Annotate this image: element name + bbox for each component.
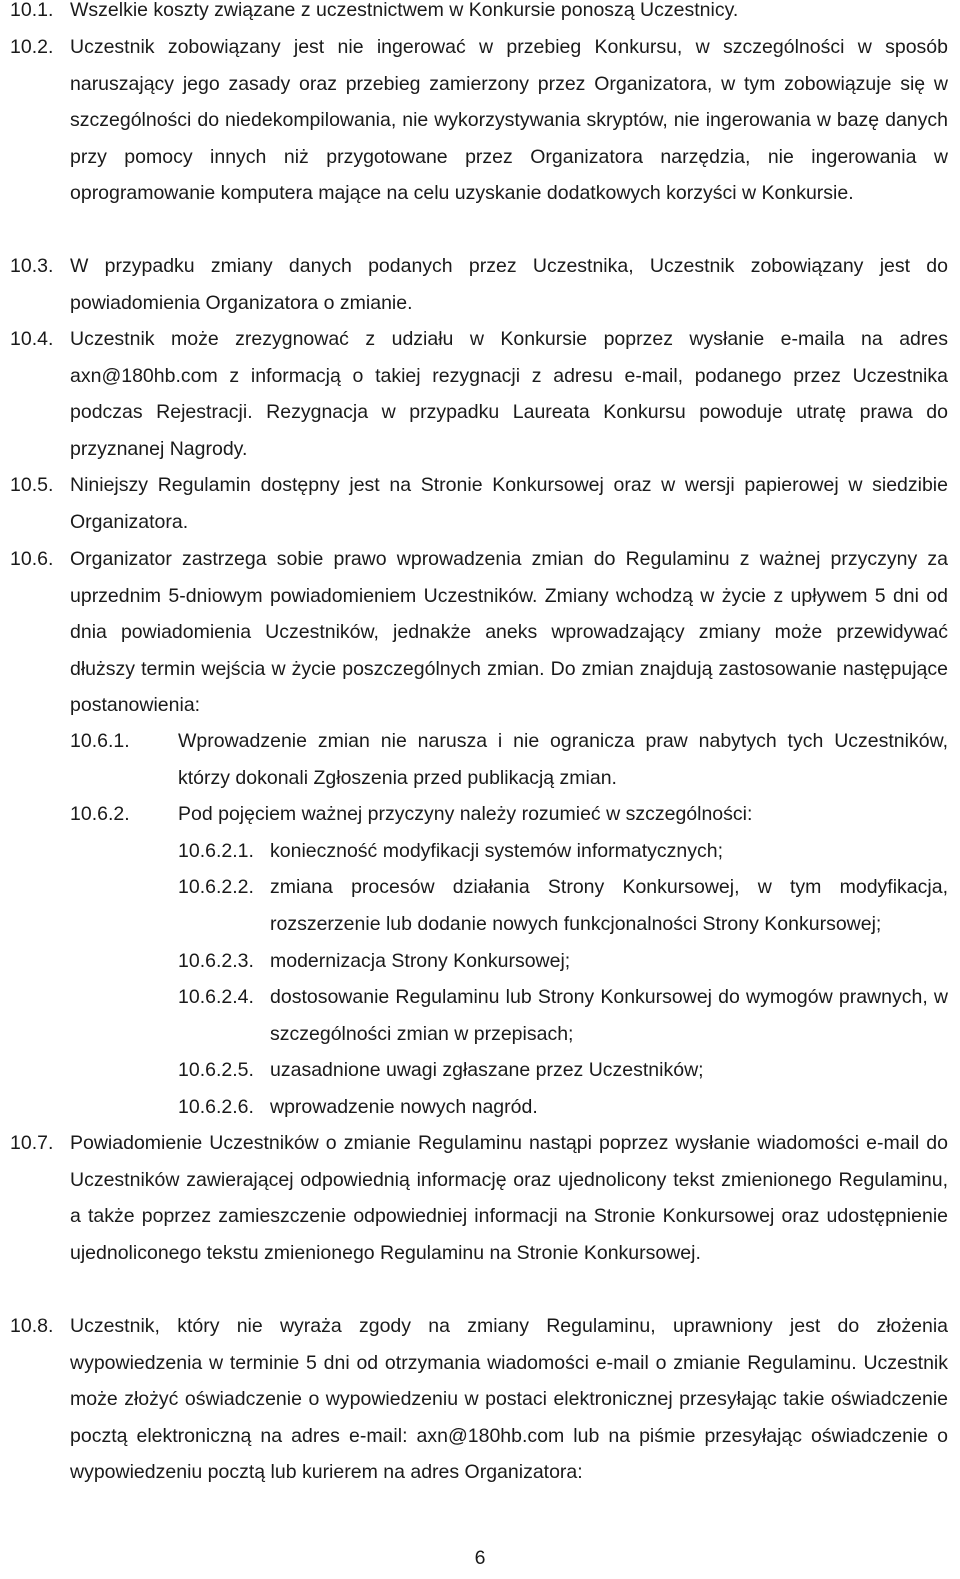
clause-number: 10.1. xyxy=(10,0,54,21)
clause-text: Uczestnik może zrezygnować z udziału w Konkursie poprzez wysłanie e-maila na adres axn@180hb.com z informacją o takiej rezygnacji z adresu e-mail, podanego przez Uczestnika podczas Rejestracji. Rezygnacja w przypadku Laureata Konkursu powoduje utratę prawa do przyznanej Nagrody. xyxy=(70,328,948,460)
page-number: 6 xyxy=(474,1547,486,1569)
clause-number: 10.2. xyxy=(10,36,54,58)
clause-text: konieczność modyfikacji systemów informatycznych; xyxy=(270,840,723,862)
clause-text: Wszelkie koszty związane z uczestnictwem w Konkursie ponoszą Uczestnicy. xyxy=(70,0,739,21)
clause-text: dostosowanie Regulaminu lub Strony Konkursowej do wymogów prawnych, w szczególności zmian w przepisach; xyxy=(270,986,948,1045)
clause-number: 10.5. xyxy=(10,474,54,496)
clause-text: zmiana procesów działania Strony Konkursowej, w tym modyfikacja, rozszerzenie lub dodanie nowych funkcjonalności Strony Konkursowej; xyxy=(270,876,948,935)
clause-text: modernizacja Strony Konkursowej; xyxy=(270,950,571,972)
clause-number: 10.7. xyxy=(10,1132,54,1154)
clause-number: 10.6.2.1. xyxy=(178,840,254,862)
clause-number: 10.3. xyxy=(10,255,54,277)
clause-number: 10.6.2.2. xyxy=(178,876,254,898)
clause-text: W przypadku zmiany danych podanych przez Uczestnika, Uczestnik zobowiązany jest do powiadomienia Organizatora o zmianie. xyxy=(70,255,948,314)
clause-text: Pod pojęciem ważnej przyczyny należy rozumieć w szczególności: xyxy=(178,803,753,825)
clause-number: 10.6.2.4. xyxy=(178,986,254,1008)
clause-text: Uczestnik, który nie wyraża zgody na zmiany Regulaminu, uprawniony jest do złożenia wypowiedzenia w terminie 5 dni od otrzymania wiadomości e-mail o zmianie Regulaminu. Uczestnik może złożyć oświadczenie o wypowiedzeniu w postaci elektronicznej przesyłając takie oświadczenie pocztą elektroniczną na adres e-mail: axn@180hb.com lub na piśmie przesyłając oświadczenie o wypowiedzeniu pocztą lub kurierem na adres Organizatora: xyxy=(70,1315,948,1483)
clause-number: 10.6.2.5. xyxy=(178,1059,254,1081)
clause-text: Niniejszy Regulamin dostępny jest na Stronie Konkursowej oraz w wersji papierowej w siedzibie Organizatora. xyxy=(70,474,948,533)
clause-text: Powiadomienie Uczestników o zmianie Regulaminu nastąpi poprzez wysłanie wiadomości e-mail do Uczestników zawierającej odpowiednią informację oraz ujednolicony tekst zmienionego Regulaminu, a także poprzez zamieszczenie odpowiedniej informacji na Stronie Konkursowej oraz udostępnienie ujednoliconego tekstu zmienionego Regulaminu na Stronie Konkursowej. xyxy=(70,1132,948,1264)
clause-number: 10.6.2. xyxy=(70,803,130,825)
clause-number: 10.6.1. xyxy=(70,730,130,752)
clause-number: 10.6.2.6. xyxy=(178,1096,254,1118)
clause-number: 10.6.2.3. xyxy=(178,950,254,972)
clause-text: Uczestnik zobowiązany jest nie ingerować w przebieg Konkursu, w szczególności w sposób naruszający jego zasady oraz przebieg zamierzony przez Organizatora, w tym zobowiązuje się w szczególności do niedekompilowania, nie wykorzystywania skryptów, nie ingerowania w bazę danych przy pomocy innych niż przygotowane przez Organizatora narzędzia, nie ingerowania w oprogramowanie komputera mające na celu uzyskanie dodatkowych korzyści w Konkursie. xyxy=(70,36,948,204)
clause-number: 10.8. xyxy=(10,1315,54,1337)
clause-text: Wprowadzenie zmian nie narusza i nie ogranicza praw nabytych tych Uczestników, którzy dokonali Zgłoszenia przed publikacją zmian. xyxy=(178,730,948,789)
clause-number: 10.6. xyxy=(10,548,54,570)
clause-text: wprowadzenie nowych nagród. xyxy=(270,1096,538,1118)
clause-text: uzasadnione uwagi zgłaszane przez Uczestników; xyxy=(270,1059,704,1081)
clause-text: Organizator zastrzega sobie prawo wprowadzenia zmian do Regulaminu z ważnej przyczyny za uprzednim 5-dniowym powiadomieniem Uczestników. Zmiany wchodzą w życie z upływem 5 dni od dnia powiadomienia Uczestników, jednakże aneks wprowadzający zmiany może przewidywać dłuższy termin wejścia w życie poszczególnych zmian. Do zmian znajdują zastosowanie następujące postanowienia: xyxy=(70,548,948,716)
clause-number: 10.4. xyxy=(10,328,54,350)
